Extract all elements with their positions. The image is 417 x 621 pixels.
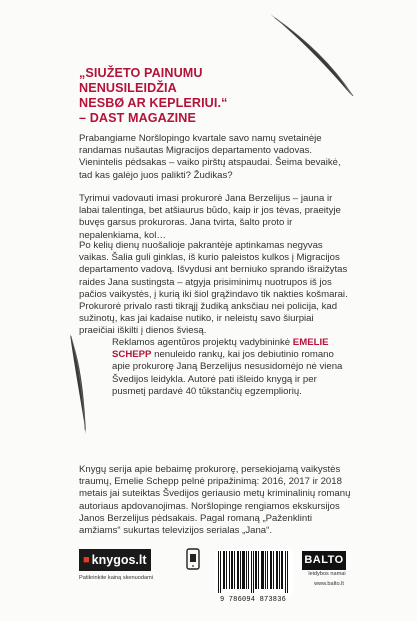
balto-logo[interactable]: BALTO — [302, 551, 346, 570]
isbn-number: 9 786094 873836 — [219, 596, 286, 604]
publisher-subtitle: leidybos namai — [308, 571, 346, 577]
author-bio-text: nenuleido rankų, kai jos debiutinio romano apie prokurorę Janą Berzelijus nesusidomėjo nė viena Švedijos leidykla. Autorė pati išleido knygą ir per pusmetį pardavė 40 tūkstančių egzempliorių. — [112, 349, 343, 397]
blurb-paragraph-1: Prabangiame Noršlopingo kvartale savo namų svetainėje randamas nušautas Migracijos departamento vadovas. Vienintelis pėdsakas – vaiko pirštų atspaudai. Šeima bevaikė, tad kas galėjo juos palikti? Žudikas? — [79, 133, 341, 181]
knife-slash-decoration — [0, 330, 130, 440]
author-name: EMELIE SCHEPP — [112, 337, 329, 361]
author-bio — [112, 337, 344, 398]
quote-line: NENUSILEIDŽIA — [79, 81, 177, 95]
knygos-logo-text: knygos.lt — [91, 553, 147, 567]
knygos-mark-icon: ■ — [83, 554, 90, 566]
blurb-paragraph-3: Po kelių dienų nuošalioje pakrantėje aptinkamas negyvas vaikas. Šalia guli ginklas, iš kurio paleistos kulkos į Migracijos departamento vadovą. Išvydusi ant berniuko sprando išraižytas raides Jana sustingsta – atgyja prisiminimų nuotrupos iš jos pačios vaikystės, į kurią iki šiol grąžindavo tik nakties košmarai. Prokurorė privalo rasti tikrąjį žudiką anksčiau nei policija, kad sužinotų, kas jai kadaise nutiko, ir neleistų savo šiurpiai praeičiai iškilti į dienos šviesą. — [79, 240, 348, 337]
press-quote — [79, 66, 329, 126]
quote-line: „SIUŽETO PAINUMU — [79, 66, 203, 80]
knygos-subtitle: Patikrinkite kainą skenuodami — [79, 575, 153, 581]
quote-line: NESBØ AR KEPLERIUI.“ — [79, 96, 228, 110]
isbn-barcode — [215, 549, 293, 595]
knygos-logo[interactable] — [79, 549, 151, 571]
phone-scan-icon — [181, 547, 205, 571]
footer-logos — [79, 547, 351, 607]
series-paragraph: Knygų serija apie bebaimę prokurorę, persekiojamą vaikystės traumų, Emelie Schepp pelnė pripažinimą: 2016, 2017 ir 2018 metais jai suteiktas Švedijos geriausio metų kriminalinių romanų autoriaus apdovanojimas. Noršlopinge rengiamos ekskursijos Janos Berzelijus pėdsakais. Pagal romaną „Paženklinti amžiams“ sukurtas televizijos serialas „Jana“. — [79, 464, 351, 537]
quote-source: – DAST MAGAZINE — [79, 111, 196, 125]
publisher-url[interactable]: www.balto.lt — [314, 581, 344, 587]
blurb-paragraph-2: Tyrimui vadovauti imasi prokurorė Jana Berzelijus – jauna ir labai talentinga, bet atšiaurus būdo, kaip ir jos tėvas, praeityje buvęs garsus prokuroras. Jana tvirta, šalto proto ir nepalenkiama, kol… — [79, 193, 341, 241]
author-bio-intro: Reklamos agentūros projektų vadybininkė — [112, 337, 291, 348]
